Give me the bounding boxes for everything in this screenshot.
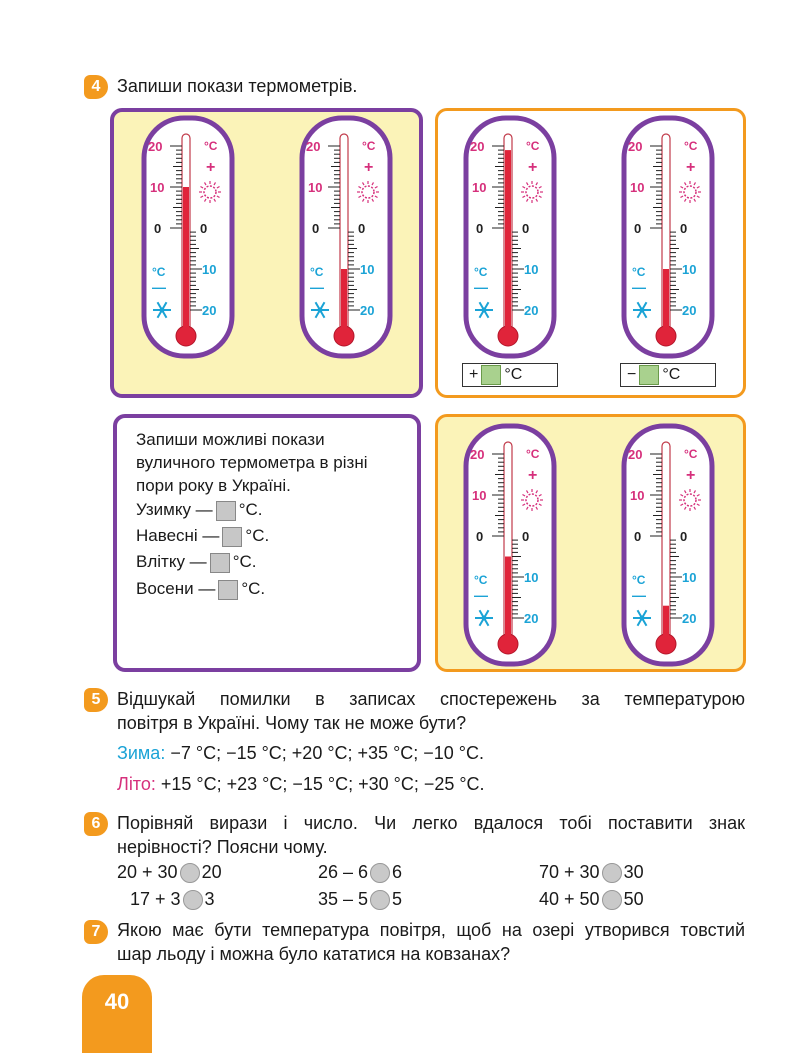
mercury-column bbox=[505, 150, 511, 336]
scale-label-minus-ten: 10 bbox=[682, 262, 697, 277]
minus-sign: — bbox=[474, 279, 488, 295]
plus-sign: + bbox=[686, 467, 696, 484]
mercury-column bbox=[663, 606, 669, 644]
scale-label-zero-right: 0 bbox=[522, 529, 530, 544]
winter-label: Зима: bbox=[117, 743, 166, 763]
task-4-title: Запиши покази термометрів. bbox=[117, 76, 358, 96]
season-spring: Навесні — °C. bbox=[136, 526, 270, 545]
expression-1: 20 + 30 20 bbox=[117, 862, 222, 882]
page-number: 40 bbox=[82, 975, 152, 1053]
compare-circle[interactable] bbox=[370, 863, 390, 883]
answer-square[interactable] bbox=[639, 365, 659, 385]
mercury-column bbox=[341, 269, 347, 336]
unit-top: °C bbox=[526, 139, 540, 153]
winter-values: −7 °C; −15 °C; +20 °C; +35 °C; −10 °C. bbox=[170, 743, 484, 763]
plus-sign: + bbox=[528, 467, 538, 484]
scale-label-zero: 0 bbox=[634, 529, 642, 544]
expression-4: 17 + 3 3 bbox=[130, 889, 215, 909]
expression-3: 70 + 30 30 bbox=[539, 862, 644, 882]
answer-square[interactable] bbox=[210, 553, 230, 573]
unit-bottom: °C bbox=[474, 573, 488, 587]
compare-circle[interactable] bbox=[602, 890, 622, 910]
task-5-line1: Відшукай помилки в записах спостережень за температурою bbox=[117, 689, 745, 709]
unit-top: °C bbox=[362, 139, 376, 153]
season-autumn: Восени — °C. bbox=[136, 579, 266, 598]
seasons-intro: Запиши можливі покази вуличного термометра в різні пори року в Україні. bbox=[136, 430, 368, 495]
thermometer-2 bbox=[298, 114, 394, 360]
thermometer-6 bbox=[620, 422, 716, 668]
scale-label-minus-twenty: 20 bbox=[682, 303, 697, 318]
unit-bottom: °C bbox=[474, 265, 488, 279]
scale-label-zero-right: 0 bbox=[680, 529, 688, 544]
answer-square[interactable] bbox=[481, 365, 501, 385]
unit-top: °C bbox=[684, 447, 698, 461]
expression-2: 26 – 6 6 bbox=[318, 862, 403, 882]
scale-label-ten: 10 bbox=[472, 488, 487, 503]
scale-label-zero-right: 0 bbox=[680, 221, 688, 236]
scale-label-ten: 10 bbox=[630, 488, 645, 503]
task-4-number: 4 bbox=[84, 75, 108, 99]
task-6-number: 6 bbox=[84, 812, 108, 836]
snowflake-center bbox=[482, 308, 487, 313]
scale-label-top: 20 bbox=[628, 447, 643, 462]
task-6-line2: нерівності? Поясни чому. bbox=[117, 837, 328, 857]
minus-sign: — bbox=[632, 587, 646, 603]
scale-label-minus-twenty: 20 bbox=[202, 303, 217, 318]
plus-sign: + bbox=[686, 159, 696, 176]
scale-label-minus-twenty: 20 bbox=[360, 303, 375, 318]
minus-sign: — bbox=[152, 279, 166, 295]
snowflake-center bbox=[318, 308, 323, 313]
compare-circle[interactable] bbox=[183, 890, 203, 910]
scale-label-zero: 0 bbox=[634, 221, 642, 236]
scale-label-top: 20 bbox=[470, 139, 485, 154]
sign-plus: + bbox=[469, 366, 479, 383]
task-7-number: 7 bbox=[84, 920, 108, 944]
answer-square[interactable] bbox=[218, 580, 238, 600]
answer-square[interactable] bbox=[222, 527, 242, 547]
scale-label-zero: 0 bbox=[476, 529, 484, 544]
scale-label-top: 20 bbox=[470, 447, 485, 462]
scale-label-zero-right: 0 bbox=[200, 221, 208, 236]
scale-label-zero-right: 0 bbox=[358, 221, 366, 236]
minus-sign: — bbox=[632, 279, 646, 295]
scale-label-zero-right: 0 bbox=[522, 221, 530, 236]
mercury-column bbox=[183, 187, 189, 336]
snowflake-center bbox=[160, 308, 165, 313]
thermometer-4 bbox=[620, 114, 716, 360]
snowflake-center bbox=[640, 308, 645, 313]
unit-bottom: °C bbox=[310, 265, 324, 279]
snowflake-center bbox=[640, 616, 645, 621]
scale-label-top: 20 bbox=[306, 139, 321, 154]
scale-label-top: 20 bbox=[148, 139, 163, 154]
compare-circle[interactable] bbox=[180, 863, 200, 883]
unit-bottom: °C bbox=[632, 265, 646, 279]
scale-label-ten: 10 bbox=[150, 180, 165, 195]
expression-5: 35 – 5 5 bbox=[318, 889, 403, 909]
scale-label-ten: 10 bbox=[308, 180, 323, 195]
task-5-number: 5 bbox=[84, 688, 108, 712]
scale-label-zero: 0 bbox=[476, 221, 484, 236]
scale-label-ten: 10 bbox=[630, 180, 645, 195]
winter-row bbox=[117, 741, 484, 765]
scale-label-zero: 0 bbox=[312, 221, 320, 236]
scale-label-zero: 0 bbox=[154, 221, 162, 236]
task-7-line1: Якою має бути температура повітря, щоб на озері утворився товстий bbox=[117, 920, 745, 940]
season-summer: Влітку — °C. bbox=[136, 552, 257, 571]
mercury-column bbox=[505, 557, 511, 645]
unit-top: °C bbox=[526, 447, 540, 461]
unit-label: °C bbox=[504, 366, 523, 383]
summer-label: Літо: bbox=[117, 774, 156, 794]
sign-minus: − bbox=[627, 366, 637, 383]
scale-label-ten: 10 bbox=[472, 180, 487, 195]
compare-circle[interactable] bbox=[602, 863, 622, 883]
answer-box-negative[interactable] bbox=[620, 363, 716, 387]
task-5-line2: повітря в Україні. Чому так не може бути? bbox=[117, 713, 467, 733]
scale-label-minus-ten: 10 bbox=[202, 262, 217, 277]
unit-top: °C bbox=[684, 139, 698, 153]
task-7-line2: шар льоду і можна було кататися на ковзанах? bbox=[117, 944, 511, 964]
season-winter: Узимку — °C. bbox=[136, 500, 263, 519]
unit-label: °C bbox=[662, 366, 681, 383]
thermometer-3 bbox=[462, 114, 558, 360]
expression-6: 40 + 50 50 bbox=[539, 889, 644, 909]
scale-label-minus-ten: 10 bbox=[524, 570, 539, 585]
summer-row bbox=[117, 772, 485, 796]
scale-label-minus-ten: 10 bbox=[360, 262, 375, 277]
snowflake-center bbox=[482, 616, 487, 621]
mercury-column bbox=[663, 269, 669, 336]
scale-label-minus-ten: 10 bbox=[682, 570, 697, 585]
minus-sign: — bbox=[310, 279, 324, 295]
unit-top: °C bbox=[204, 139, 218, 153]
scale-label-minus-ten: 10 bbox=[524, 262, 539, 277]
scale-label-minus-twenty: 20 bbox=[524, 611, 539, 626]
thermometer-5 bbox=[462, 422, 558, 668]
plus-sign: + bbox=[528, 159, 538, 176]
unit-bottom: °C bbox=[152, 265, 166, 279]
scale-label-top: 20 bbox=[628, 139, 643, 154]
plus-sign: + bbox=[364, 159, 374, 176]
compare-circle[interactable] bbox=[370, 890, 390, 910]
plus-sign: + bbox=[206, 159, 216, 176]
summer-values: +15 °C; +23 °C; −15 °C; +30 °C; −25 °C. bbox=[160, 774, 485, 794]
scale-label-minus-twenty: 20 bbox=[682, 611, 697, 626]
task-6-line1: Порівняй вирази і число. Чи легко вдалося тобі поставити знак bbox=[117, 813, 745, 833]
unit-bottom: °C bbox=[632, 573, 646, 587]
answer-square[interactable] bbox=[216, 501, 236, 521]
thermometer-1 bbox=[140, 114, 236, 360]
answer-box-positive[interactable] bbox=[462, 363, 558, 387]
minus-sign: — bbox=[474, 587, 488, 603]
scale-label-minus-twenty: 20 bbox=[524, 303, 539, 318]
